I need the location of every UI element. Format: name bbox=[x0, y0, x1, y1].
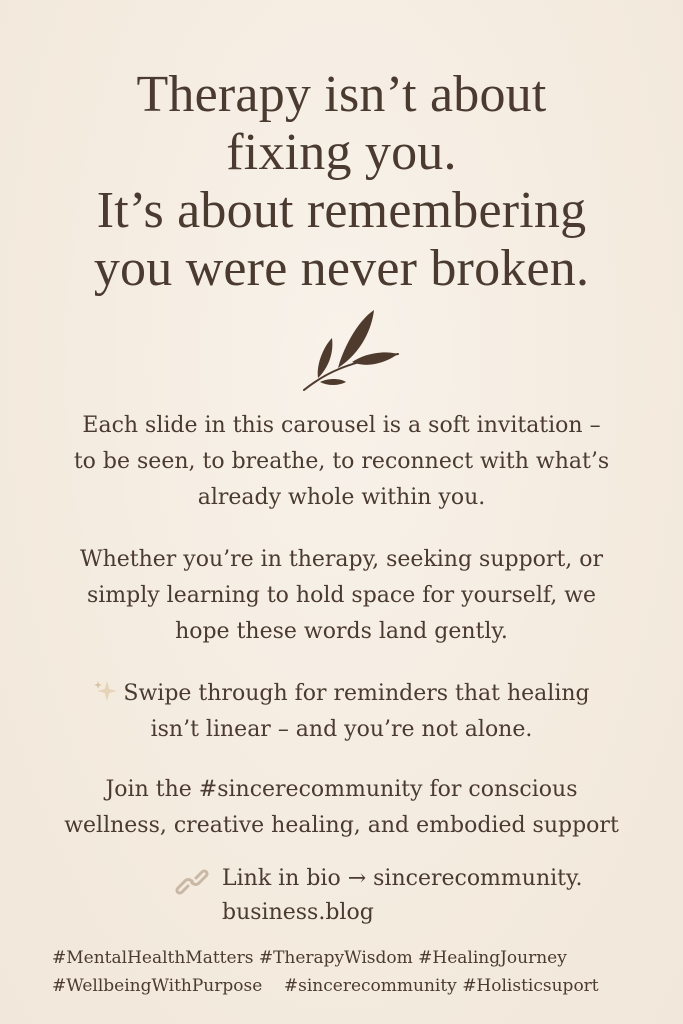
paragraph-line: Join the #sincerecommunity for conscious bbox=[105, 777, 578, 802]
headline-line: Therapy isn’t about bbox=[136, 66, 547, 123]
paragraph-text: Swipe through for reminders that healing bbox=[123, 681, 590, 706]
swipe-paragraph bbox=[30, 676, 653, 748]
community-paragraph bbox=[30, 772, 653, 844]
headline-line: It’s about remembering bbox=[96, 182, 587, 239]
paragraph-line: Each slide in this carousel is a soft invitation – bbox=[82, 413, 601, 438]
paragraph-line: Whether you’re in therapy, seeking support, or bbox=[79, 547, 604, 572]
leaf-sprig-icon bbox=[298, 308, 402, 394]
sparkle-icon bbox=[93, 679, 119, 703]
bio-link-text[interactable] bbox=[222, 862, 583, 930]
headline bbox=[40, 66, 643, 298]
link-chain-icon bbox=[174, 868, 210, 896]
headline-line: you were never broken. bbox=[93, 240, 590, 297]
bio-link-line[interactable]: Link in bio → sincerecommunity. bbox=[222, 866, 583, 891]
headline-line: fixing you. bbox=[226, 124, 457, 181]
hashtag-line: #MentalHealthMatters #TherapyWisdom #HealingJourney bbox=[52, 948, 567, 968]
intro-paragraph bbox=[30, 408, 653, 516]
paragraph-line: already whole within you. bbox=[197, 485, 486, 510]
support-paragraph bbox=[30, 542, 653, 650]
paragraph-line: hope these words land gently. bbox=[175, 619, 508, 644]
paragraph-line: to be seen, to breathe, to reconnect with what’s bbox=[73, 449, 610, 474]
paragraph-line: simply learning to hold space for yourself, we bbox=[86, 583, 597, 608]
paragraph-line: wellness, creative healing, and embodied support bbox=[64, 813, 619, 838]
bio-link-line[interactable]: business.blog bbox=[222, 900, 374, 925]
hashtag-line: #WellbeingWithPurpose #sincerecommunity #Holisticsuport bbox=[52, 976, 599, 996]
paragraph-line: isn’t linear – and you’re not alone. bbox=[150, 717, 533, 742]
hashtags bbox=[52, 944, 652, 1000]
paragraph-line-with-icon bbox=[30, 676, 653, 712]
